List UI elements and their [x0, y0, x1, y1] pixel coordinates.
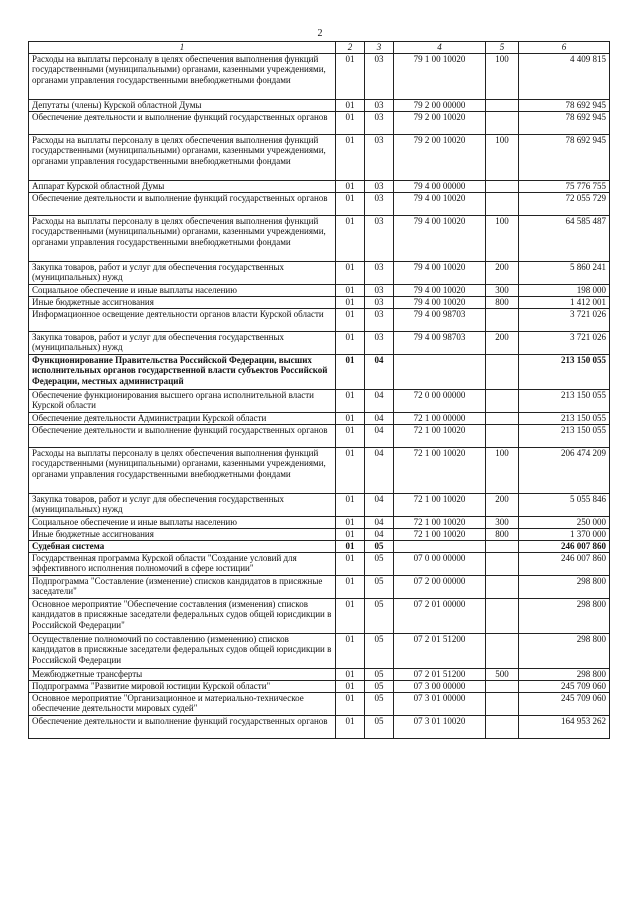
row-target-article-cell: 72 1 00 10020 — [394, 494, 486, 517]
row-name-cell: Закупка товаров, работ и услуг для обеспечения государственных (муниципальных) нужд — [29, 262, 336, 285]
row-target-article-cell: 79 1 00 10020 — [394, 54, 486, 100]
row-subsection-cell: 03 — [365, 309, 394, 332]
row-expense-type-cell — [486, 693, 519, 716]
header-row — [29, 42, 610, 54]
column-header-subsection: 3 — [365, 42, 394, 54]
row-subsection-cell: 05 — [365, 553, 394, 576]
table-row — [29, 634, 610, 669]
row-expense-type-cell: 100 — [486, 216, 519, 262]
row-expense-type-cell — [486, 355, 519, 390]
column-header-name: 1 — [29, 42, 336, 54]
row-target-article-cell: 07 0 00 00000 — [394, 553, 486, 576]
row-amount-cell: 5 055 846 — [519, 494, 610, 517]
row-section-cell: 01 — [336, 54, 365, 100]
row-name-cell: Аппарат Курской областной Думы — [29, 181, 336, 193]
row-subsection-cell: 03 — [365, 112, 394, 135]
row-expense-type-cell — [486, 576, 519, 599]
row-target-article-cell: 79 4 00 98703 — [394, 309, 486, 332]
row-name-cell: Расходы на выплаты персоналу в целях обеспечения выполнения функций государственными (муниципальными) органами, казенными учреждениями, органами управления государственными внебюджетными фондами — [29, 448, 336, 494]
row-target-article-cell — [394, 541, 486, 553]
row-expense-type-cell — [486, 100, 519, 112]
column-header-amount: 6 — [519, 42, 610, 54]
row-expense-type-cell: 100 — [486, 135, 519, 181]
row-section-cell: 01 — [336, 297, 365, 309]
table-row — [29, 413, 610, 425]
row-amount-cell: 298 800 — [519, 576, 610, 599]
row-name-cell: Информационное освещение деятельности органов власти Курской области — [29, 309, 336, 332]
row-target-article-cell: 72 1 00 00000 — [394, 413, 486, 425]
row-amount-cell: 298 800 — [519, 599, 610, 634]
row-section-cell: 01 — [336, 332, 365, 355]
row-subsection-cell: 03 — [365, 262, 394, 285]
row-section-cell: 01 — [336, 529, 365, 541]
page-number: 2 — [317, 28, 323, 39]
row-expense-type-cell — [486, 390, 519, 413]
row-target-article-cell: 07 2 01 00000 — [394, 599, 486, 634]
row-expense-type-cell — [486, 425, 519, 448]
row-subsection-cell: 03 — [365, 193, 394, 216]
table-row — [29, 297, 610, 309]
row-target-article-cell: 07 2 01 51200 — [394, 634, 486, 669]
row-name-cell: Основное мероприятие "Организационное и материально-техническое обеспечение деятельности мировых судей" — [29, 693, 336, 716]
row-target-article-cell: 79 2 00 10020 — [394, 112, 486, 135]
row-subsection-cell: 04 — [365, 390, 394, 413]
row-subsection-cell: 04 — [365, 355, 394, 390]
row-amount-cell: 3 721 026 — [519, 309, 610, 332]
table-row — [29, 693, 610, 716]
row-amount-cell: 246 007 860 — [519, 553, 610, 576]
row-section-cell: 01 — [336, 135, 365, 181]
row-expense-type-cell: 300 — [486, 517, 519, 529]
table-row — [29, 425, 610, 448]
table-row — [29, 517, 610, 529]
row-subsection-cell: 05 — [365, 576, 394, 599]
row-subsection-cell: 03 — [365, 297, 394, 309]
row-name-cell: Расходы на выплаты персоналу в целях обеспечения выполнения функций государственными (муниципальными) органами, казенными учреждениями, органами управления государственными внебюджетными фондами — [29, 54, 336, 100]
row-name-cell: Обеспечение деятельности Администрации Курской области — [29, 413, 336, 425]
table-row — [29, 599, 610, 634]
row-target-article-cell: 07 2 01 51200 — [394, 669, 486, 681]
column-header-target-article: 4 — [394, 42, 486, 54]
row-target-article-cell: 07 3 01 10020 — [394, 716, 486, 739]
table-row — [29, 216, 610, 262]
row-target-article-cell: 79 2 00 00000 — [394, 100, 486, 112]
row-subsection-cell: 03 — [365, 100, 394, 112]
row-amount-cell: 75 776 755 — [519, 181, 610, 193]
table-row — [29, 576, 610, 599]
row-subsection-cell: 05 — [365, 693, 394, 716]
row-name-cell: Социальное обеспечение и иные выплаты населению — [29, 517, 336, 529]
row-target-article-cell: 07 2 00 00000 — [394, 576, 486, 599]
row-expense-type-cell — [486, 553, 519, 576]
row-expense-type-cell — [486, 716, 519, 739]
table-row — [29, 553, 610, 576]
row-section-cell: 01 — [336, 576, 365, 599]
row-name-cell: Функционирование Правительства Российской Федерации, высших исполнительных органов государственной власти субъектов Российской Федерации, местных администраций — [29, 355, 336, 390]
row-section-cell: 01 — [336, 413, 365, 425]
row-target-article-cell: 07 3 01 00000 — [394, 693, 486, 716]
row-amount-cell: 3 721 026 — [519, 332, 610, 355]
table-row — [29, 716, 610, 739]
row-amount-cell: 206 474 209 — [519, 448, 610, 494]
row-name-cell: Расходы на выплаты персоналу в целях обеспечения выполнения функций государственными (муниципальными) органами, казенными учреждениями, органами управления государственными внебюджетными фондами — [29, 135, 336, 181]
table-row — [29, 448, 610, 494]
row-section-cell: 01 — [336, 553, 365, 576]
row-expense-type-cell: 500 — [486, 669, 519, 681]
table-row — [29, 681, 610, 693]
row-amount-cell: 245 709 060 — [519, 693, 610, 716]
row-expense-type-cell: 800 — [486, 297, 519, 309]
row-expense-type-cell: 300 — [486, 285, 519, 297]
row-amount-cell: 1 412 001 — [519, 297, 610, 309]
row-amount-cell: 246 007 860 — [519, 541, 610, 553]
row-amount-cell: 213 150 055 — [519, 390, 610, 413]
row-amount-cell: 198 000 — [519, 285, 610, 297]
row-target-article-cell: 79 4 00 10020 — [394, 297, 486, 309]
row-amount-cell: 64 585 487 — [519, 216, 610, 262]
row-subsection-cell: 03 — [365, 285, 394, 297]
row-name-cell: Подпрограмма "Составление (изменение) списков кандидатов в присяжные заседатели" — [29, 576, 336, 599]
table-row — [29, 494, 610, 517]
row-target-article-cell — [394, 355, 486, 390]
row-section-cell: 01 — [336, 193, 365, 216]
column-header-section: 2 — [336, 42, 365, 54]
row-amount-cell: 78 692 945 — [519, 100, 610, 112]
row-amount-cell: 298 800 — [519, 669, 610, 681]
row-amount-cell: 1 370 000 — [519, 529, 610, 541]
row-subsection-cell: 05 — [365, 541, 394, 553]
row-section-cell: 01 — [336, 390, 365, 413]
row-target-article-cell: 79 4 00 98703 — [394, 332, 486, 355]
row-section-cell: 01 — [336, 517, 365, 529]
row-section-cell: 01 — [336, 669, 365, 681]
row-name-cell: Подпрограмма "Развитие мировой юстиции Курской области" — [29, 681, 336, 693]
row-amount-cell: 250 000 — [519, 517, 610, 529]
row-target-article-cell: 79 4 00 00000 — [394, 181, 486, 193]
row-expense-type-cell: 200 — [486, 262, 519, 285]
row-target-article-cell: 79 2 00 10020 — [394, 135, 486, 181]
row-name-cell: Закупка товаров, работ и услуг для обеспечения государственных (муниципальных) нужд — [29, 332, 336, 355]
row-expense-type-cell: 200 — [486, 494, 519, 517]
row-name-cell: Осуществление полномочий по составлению (изменению) списков кандидатов в присяжные заседатели федеральных судов общей юрисдикции в Российской Федерации — [29, 634, 336, 669]
row-subsection-cell: 04 — [365, 517, 394, 529]
table-row — [29, 390, 610, 413]
table-row — [29, 181, 610, 193]
table-row — [29, 135, 610, 181]
row-target-article-cell: 79 4 00 10020 — [394, 285, 486, 297]
row-section-cell: 01 — [336, 355, 365, 390]
table-row — [29, 262, 610, 285]
row-name-cell: Депутаты (члены) Курской областной Думы — [29, 100, 336, 112]
row-expense-type-cell — [486, 309, 519, 332]
row-target-article-cell: 07 3 00 00000 — [394, 681, 486, 693]
table-row — [29, 332, 610, 355]
table-row — [29, 112, 610, 135]
row-expense-type-cell — [486, 193, 519, 216]
row-section-cell: 01 — [336, 541, 365, 553]
row-section-cell: 01 — [336, 494, 365, 517]
row-target-article-cell: 72 1 00 10020 — [394, 448, 486, 494]
row-name-cell: Обеспечение деятельности и выполнение функций государственных органов — [29, 716, 336, 739]
row-amount-cell: 213 150 055 — [519, 355, 610, 390]
row-section-cell: 01 — [336, 100, 365, 112]
row-expense-type-cell: 100 — [486, 54, 519, 100]
row-expense-type-cell — [486, 413, 519, 425]
row-target-article-cell: 72 1 00 10020 — [394, 529, 486, 541]
row-name-cell: Основное мероприятие "Обеспечение составления (изменения) списков кандидатов в присяжные заседатели федеральных судов общей юрисдикции в Российской Федерации" — [29, 599, 336, 634]
row-subsection-cell: 03 — [365, 135, 394, 181]
row-name-cell: Обеспечение функционирования высшего органа исполнительной власти Курской области — [29, 390, 336, 413]
row-section-cell: 01 — [336, 425, 365, 448]
row-section-cell: 01 — [336, 285, 365, 297]
row-name-cell: Закупка товаров, работ и услуг для обеспечения государственных (муниципальных) нужд — [29, 494, 336, 517]
table-row — [29, 193, 610, 216]
table-row — [29, 285, 610, 297]
row-expense-type-cell — [486, 541, 519, 553]
row-expense-type-cell — [486, 634, 519, 669]
row-target-article-cell: 72 0 00 00000 — [394, 390, 486, 413]
row-name-cell: Обеспечение деятельности и выполнение функций государственных органов — [29, 425, 336, 448]
row-name-cell: Иные бюджетные ассигнования — [29, 529, 336, 541]
row-subsection-cell: 03 — [365, 332, 394, 355]
row-section-cell: 01 — [336, 681, 365, 693]
row-name-cell: Межбюджетные трансферты — [29, 669, 336, 681]
row-amount-cell: 164 953 262 — [519, 716, 610, 739]
row-name-cell: Судебная система — [29, 541, 336, 553]
row-name-cell: Обеспечение деятельности и выполнение функций государственных органов — [29, 112, 336, 135]
row-amount-cell: 245 709 060 — [519, 681, 610, 693]
budget-table — [28, 41, 610, 739]
table-row — [29, 309, 610, 332]
row-expense-type-cell — [486, 681, 519, 693]
row-subsection-cell: 03 — [365, 181, 394, 193]
row-expense-type-cell — [486, 181, 519, 193]
row-amount-cell: 78 692 945 — [519, 135, 610, 181]
row-subsection-cell: 04 — [365, 413, 394, 425]
table-row — [29, 669, 610, 681]
row-target-article-cell: 72 1 00 10020 — [394, 425, 486, 448]
row-subsection-cell: 04 — [365, 529, 394, 541]
row-amount-cell: 5 860 241 — [519, 262, 610, 285]
row-name-cell: Государственная программа Курской области "Создание условий для эффективного исполнения полномочий в сфере юстиции" — [29, 553, 336, 576]
row-target-article-cell: 79 4 00 10020 — [394, 193, 486, 216]
row-subsection-cell: 05 — [365, 599, 394, 634]
row-target-article-cell: 72 1 00 10020 — [394, 517, 486, 529]
row-subsection-cell: 03 — [365, 54, 394, 100]
row-amount-cell: 298 800 — [519, 634, 610, 669]
row-expense-type-cell: 800 — [486, 529, 519, 541]
row-target-article-cell: 79 4 00 10020 — [394, 216, 486, 262]
row-section-cell: 01 — [336, 599, 365, 634]
table-row — [29, 100, 610, 112]
row-name-cell: Расходы на выплаты персоналу в целях обеспечения выполнения функций государственными (муниципальными) органами, казенными учреждениями, органами управления государственными внебюджетными фондами — [29, 216, 336, 262]
row-expense-type-cell: 100 — [486, 448, 519, 494]
row-amount-cell: 213 150 055 — [519, 425, 610, 448]
row-target-article-cell: 79 4 00 10020 — [394, 262, 486, 285]
column-header-expense-type: 5 — [486, 42, 519, 54]
row-section-cell: 01 — [336, 262, 365, 285]
row-expense-type-cell: 200 — [486, 332, 519, 355]
row-section-cell: 01 — [336, 448, 365, 494]
row-subsection-cell: 04 — [365, 425, 394, 448]
table-row — [29, 355, 610, 390]
row-subsection-cell: 04 — [365, 494, 394, 517]
row-subsection-cell: 04 — [365, 448, 394, 494]
row-subsection-cell: 05 — [365, 634, 394, 669]
row-expense-type-cell — [486, 112, 519, 135]
row-section-cell: 01 — [336, 693, 365, 716]
row-section-cell: 01 — [336, 181, 365, 193]
row-subsection-cell: 05 — [365, 716, 394, 739]
row-expense-type-cell — [486, 599, 519, 634]
table-row — [29, 529, 610, 541]
row-subsection-cell: 05 — [365, 681, 394, 693]
row-section-cell: 01 — [336, 216, 365, 262]
table-row — [29, 54, 610, 100]
row-name-cell: Обеспечение деятельности и выполнение функций государственных органов — [29, 193, 336, 216]
table-row — [29, 541, 610, 553]
row-section-cell: 01 — [336, 309, 365, 332]
row-section-cell: 01 — [336, 112, 365, 135]
row-subsection-cell: 05 — [365, 669, 394, 681]
row-amount-cell: 78 692 945 — [519, 112, 610, 135]
row-subsection-cell: 03 — [365, 216, 394, 262]
row-name-cell: Социальное обеспечение и иные выплаты населению — [29, 285, 336, 297]
row-section-cell: 01 — [336, 716, 365, 739]
row-section-cell: 01 — [336, 634, 365, 669]
row-amount-cell: 213 150 055 — [519, 413, 610, 425]
row-name-cell: Иные бюджетные ассигнования — [29, 297, 336, 309]
row-amount-cell: 72 055 729 — [519, 193, 610, 216]
row-amount-cell: 4 409 815 — [519, 54, 610, 100]
